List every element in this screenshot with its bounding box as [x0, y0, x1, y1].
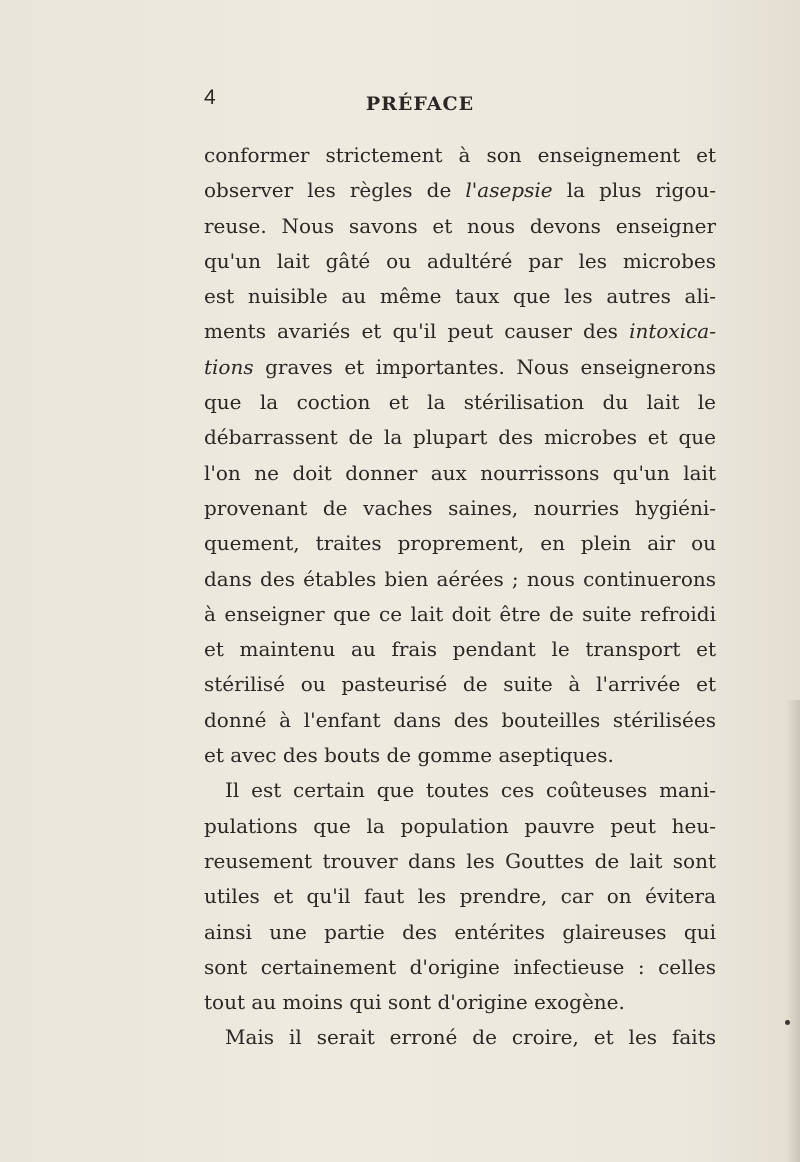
text-line: reuse. Nous savons et nous devons enseigner [204, 213, 716, 238]
text-line: conformer strictement à son enseignement et [204, 143, 716, 167]
emphasis-intoxications: intoxica- [629, 319, 716, 344]
text-line: tout au moins qui sont d'origine exogène. [204, 990, 625, 1015]
page-edge-shadow [786, 700, 800, 1162]
text-line: reusement trouver dans les Gouttes de lait sont [204, 848, 716, 873]
text-line: utiles et qu'il faut les prendre, car on évitera [204, 884, 716, 909]
text-line: l'on ne doit donner aux nourrissons qu'un lait [204, 460, 716, 485]
text-line: tions graves et importantes. Nous enseignerons [204, 354, 716, 379]
body-text [204, 138, 716, 1056]
text-line: Mais il serait erroné de croire, et les faits [225, 1025, 716, 1050]
page-number: 4 [204, 86, 216, 109]
text-line: observer les règles de l'asepsie la plus rigou- [204, 178, 716, 203]
running-head: PRÉFACE [365, 93, 475, 115]
text-line: stérilisé ou pasteurisé de suite à l'arrivée et [204, 672, 716, 697]
text-line: donné à l'enfant dans des bouteilles stérilisées [204, 707, 716, 732]
text-line: qu'un lait gâté ou adultéré par les microbes [204, 248, 716, 273]
text-line: débarrassent de la plupart des microbes et que [204, 425, 716, 450]
text-line: pulations que la population pauvre peut heu- [204, 813, 716, 838]
ink-speck [785, 1020, 790, 1025]
text-line: quement, traites proprement, en plein air ou [204, 531, 716, 556]
text-line: ments avariés et qu'il peut causer des intoxica- [204, 319, 716, 344]
emphasis-intoxications-cont: tions [204, 354, 254, 379]
text-line: à enseigner que ce lait doit être de suite refroidi [204, 601, 716, 626]
text-line: que la coction et la stérilisation du lait le [204, 390, 716, 415]
text-line: et avec des bouts de gomme aseptiques. [204, 743, 614, 768]
text-line: et maintenu au frais pendant le transport et [204, 637, 716, 662]
text-line: sont certainement d'origine infectieuse : celles [204, 954, 716, 979]
text-line: Il est certain que toutes ces coûteuses mani- [225, 778, 716, 803]
text-line: ainsi une partie des entérites glaireuses qui [204, 919, 716, 944]
text-line: provenant de vaches saines, nourries hygiéni- [204, 495, 716, 520]
text-line: est nuisible au même taux que les autres ali- [204, 284, 716, 309]
text-line: dans des étables bien aérées ; nous continuerons [204, 566, 716, 591]
emphasis-asepsie: l'asepsie [465, 178, 553, 203]
